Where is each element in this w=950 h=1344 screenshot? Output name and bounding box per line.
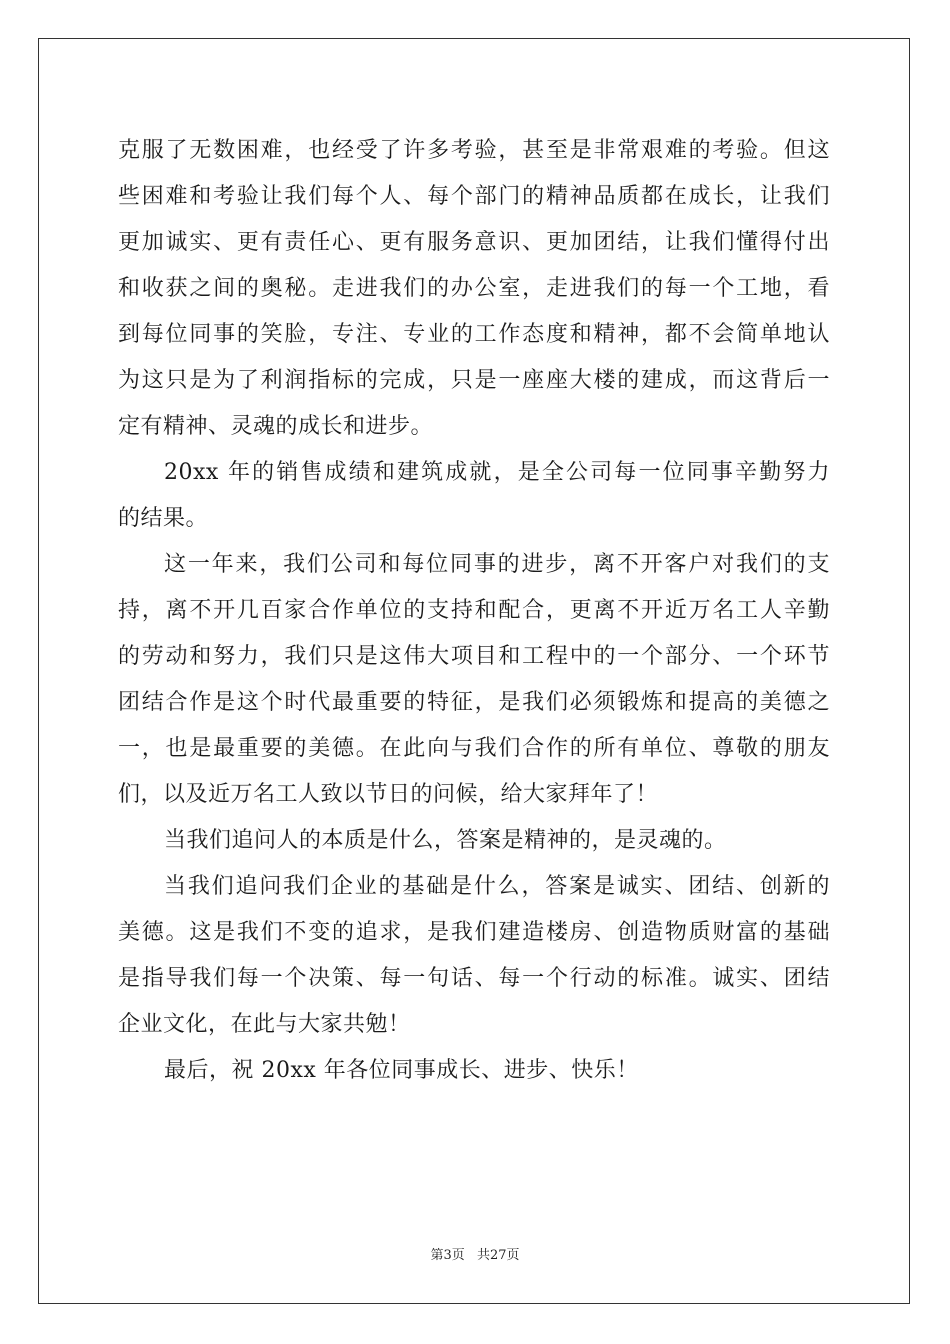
text-line: 克服了无数困难，也经受了许多考验，甚至是非常艰难的考验。但这 [118, 138, 830, 163]
text-line: 的劳动和努力，我们只是这伟大项目和工程中的一个部分、一个环节 [118, 644, 830, 669]
text-line: 定有精神、灵魂的成长和进步。 [118, 414, 434, 439]
page-footer [0, 1244, 950, 1263]
text-line: 更加诚实、更有责任心、更有服务意识、更加团结，让我们懂得付出 [118, 230, 830, 255]
text-line: 们，以及近万名工人致以节日的问候，给大家拜年了！ [118, 782, 659, 807]
text-line: 最后，祝 20xx 年各位同事成长、进步、快乐！ [164, 1058, 639, 1083]
text-line: 这一年来，我们公司和每位同事的进步，离不开客户对我们的支 [164, 552, 830, 577]
text-line: 和收获之间的奥秘。走进我们的办公室，走进我们的每一个工地，看 [118, 276, 830, 301]
text-line: 为这只是为了利润指标的完成，只是一座座大楼的建成，而这背后一 [118, 368, 830, 393]
page-number: 第3页 [430, 1248, 465, 1263]
text-line: 当我们追问人的本质是什么，答案是精神的，是灵魂的。 [164, 828, 727, 853]
text-line: 些困难和考验让我们每个人、每个部门的精神品质都在成长，让我们 [118, 184, 830, 209]
text-line: 持，离不开几百家合作单位的支持和配合，更离不开近万名工人辛勤 [118, 598, 830, 623]
text-line: 一，也是最重要的美德。在此向与我们合作的所有单位、尊敬的朋友 [118, 736, 830, 761]
text-line: 团结合作是这个时代最重要的特征，是我们必须锻炼和提高的美德之 [118, 690, 830, 715]
text-line: 20xx 年的销售成绩和建筑成就，是全公司每一位同事辛勤努力 [164, 460, 830, 485]
text-line: 当我们追问我们企业的基础是什么，答案是诚实、团结、创新的 [164, 874, 830, 899]
document-body [118, 128, 830, 1094]
text-line: 到每位同事的笑脸，专注、专业的工作态度和精神，都不会简单地认 [118, 322, 830, 347]
page-total: 共27页 [476, 1248, 520, 1263]
text-line: 的结果。 [118, 506, 209, 531]
text-line: 企业文化，在此与大家共勉！ [118, 1012, 411, 1037]
text-line: 是指导我们每一个决策、每一句话、每一个行动的标准。诚实、团结 [118, 966, 830, 991]
text-line: 美德。这是我们不变的追求，是我们建造楼房、创造物质财富的基础 [118, 920, 830, 945]
